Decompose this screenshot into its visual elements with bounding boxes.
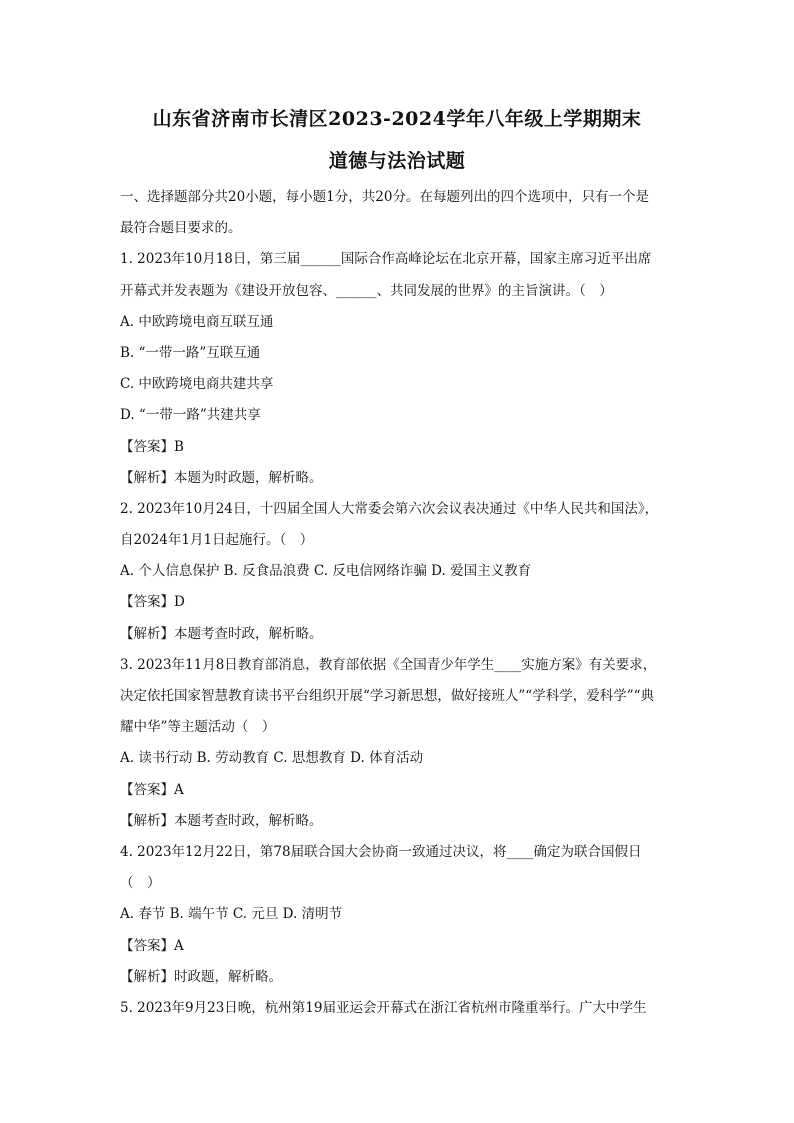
analysis-note: 【解析】本题考查时政，解析略。 bbox=[120, 625, 323, 642]
question-stem: 2. 2023年10月24日，十四届全国人大常委会第六次会议表决通过《中华人民共和国法》， bbox=[120, 500, 659, 517]
analysis-note: 【解析】时政题，解析略。 bbox=[120, 968, 282, 985]
answer-options: A. 春节 B. 端午节 C. 元旦 D. 清明节 bbox=[120, 906, 343, 923]
answer-option: D. “一带一路”共建共享 bbox=[120, 407, 261, 424]
question-stem: 5. 2023年9月23日晚，杭州第19届亚运会开幕式在浙江省杭州市隆重举行。广大中学生 bbox=[120, 999, 647, 1016]
answer-key: 【答案】D bbox=[120, 594, 185, 611]
answer-option: A. 中欧跨境电商互联互通 bbox=[120, 313, 274, 330]
question-stem: 耀中华”等主题活动（ ） bbox=[120, 719, 276, 736]
answer-option: C. 中欧跨境电商共建共享 bbox=[120, 376, 274, 393]
answer-options: A. 读书行动 B. 劳动教育 C. 思想教育 D. 体育活动 bbox=[120, 750, 424, 767]
answer-option: B. “一带一路”互联互通 bbox=[120, 344, 261, 361]
text-line: 最符合题目要求的。 bbox=[120, 220, 242, 237]
text-line: 一、选择题部分共20小题，每小题1分，共20分。在每题列出的四个选项中，只有一个是 bbox=[120, 189, 649, 205]
analysis-note: 【解析】本题为时政题，解析略。 bbox=[120, 469, 323, 486]
answer-key: 【答案】A bbox=[120, 937, 184, 954]
document-title: 山东省济南市长清区2023-2024学年八年级上学期期末 bbox=[152, 108, 642, 130]
question-stem: 1. 2023年10月18日，第三届______国际合作高峰论坛在北京开幕，国家主席习近平出席 bbox=[120, 251, 652, 268]
document-body bbox=[120, 185, 680, 1027]
question-stem: 4. 2023年12月22日，第78届联合国大会协商一致通过决议，将____确定为联合国假日 bbox=[120, 843, 642, 860]
question-stem: 开幕式并发表题为《建设开放包容、______、共同发展的世界》的主旨演讲。（ ） bbox=[120, 282, 613, 299]
answer-key: 【答案】A bbox=[120, 781, 184, 798]
question-stem: 决定依托国家智慧教育读书平台组织开展“学习新思想，做好接班人”“学科学，爱科学”“典 bbox=[120, 688, 655, 704]
answer-key: 【答案】B bbox=[120, 438, 184, 455]
document-subtitle: 道德与法治试题 bbox=[328, 150, 466, 172]
answer-options: A. 个人信息保护 B. 反食品浪费 C. 反电信网络诈骗 D. 爱国主义教育 bbox=[120, 563, 532, 580]
analysis-note: 【解析】本题考查时政，解析略。 bbox=[120, 812, 323, 829]
question-stem: 3. 2023年11月8日教育部消息，教育部依据《全国青少年学生____实施方案》有关要求， bbox=[120, 656, 657, 673]
question-stem: （ ） bbox=[120, 875, 161, 892]
question-stem: 自2024年1月1日起施行。（ ） bbox=[120, 532, 314, 549]
